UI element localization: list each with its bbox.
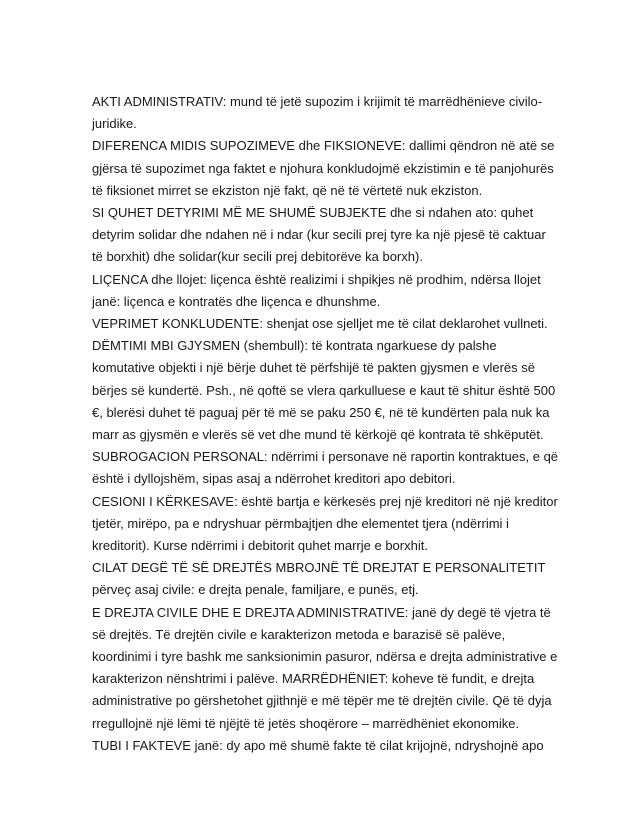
text-line: CESIONI I KËRKESAVE: është bartja e kërkesës prej një kreditori në një kreditor [92, 493, 558, 509]
text-line: janë: liçenca e kontratës dhe liçenca e dhunshme. [92, 293, 381, 309]
text-line: €, blerësi duhet të paguaj për të më se paku 250 €, në të kundërten pala nuk ka [92, 404, 550, 420]
text-line: E DREJTA CIVILE DHE E DREJTA ADMINISTRATIVE: janë dy degë të vjetra të [92, 604, 551, 620]
text-line: tjetër, mirëpo, pa e ndryshuar përmbajtjen dhe elementet tjera (ndërrimi i [92, 515, 509, 531]
text-line: përveç asaj civile: e drejta penale, familjare, e punës, etj. [92, 582, 419, 598]
text-line: LIÇENCA dhe llojet: liçenca është realizimi i shpikjes në prodhim, ndërsa llojet [92, 271, 541, 287]
text-line: DIFERENCA MIDIS SUPOZIMEVE dhe FIKSIONEVE: dallimi qëndron në atë se [92, 138, 555, 154]
text-line: gjërsa të supozimet nga faktet e njohura konkludojmë ekzistimin e të panjohurës [92, 160, 554, 176]
document-body [92, 91, 562, 757]
text-line: marr as gjysmën e vlerës së vet dhe mund të kërkojë që kontrata të shkëputët. [92, 427, 544, 443]
text-line: rregullojnë një lëmi të njëjtë të jetës shoqërore – marrëdhëniet ekonomike. [92, 715, 520, 731]
text-line: administrative po gërshetohet gjithnjë e më tëpër me të drejtën civile. Që të dyja [92, 693, 552, 709]
text-line: juridike. [92, 116, 137, 132]
text-line: AKTI ADMINISTRATIV: mund të jetë supozim i krijimit të marrëdhënieve civilo- [92, 94, 543, 109]
text-line: të fiksionet mirret se ekziston një fakt, që në të vërtetë nuk ekziston. [92, 182, 483, 198]
text-line: SUBROGACION PERSONAL: ndërrimi i personave në raportin kontraktues, e që [92, 449, 559, 465]
text-line: DËMTIMI MBI GJYSMEN (shembull): të kontrata ngarkuese dy palshe [92, 338, 497, 354]
text-line: së drejtës. Të drejtën civile e karakterizon metoda e barazisë së palëve, [92, 626, 506, 642]
text-line: SI QUHET DETYRIMI MË ME SHUMË SUBJEKTE dhe si ndahen ato: quhet [92, 205, 534, 221]
text-line: është i dyllojshëm, sipas asaj a ndërrohet kreditori apo debitori. [92, 471, 456, 487]
text-line: komutative objekti i një bërje duhet të përfshijë të pakten gjysmen e vlerës së [92, 360, 535, 376]
text-line: CILAT DEGË TË SË DREJTËS MBROJNË TË DREJTAT E PERSONALITETIT [92, 560, 546, 576]
text-line: TUBI I FAKTEVE janë: dy apo më shumë fakte të cilat krijojnë, ndryshojnë apo [92, 737, 544, 753]
text-line: bërjes së kundertë. Psh., në qoftë se vlera qarkulluese e kaut të shitur është 500 [92, 382, 556, 398]
text-line: kreditorit). Kurse ndërrimi i debitorit quhet marrje e borxhit. [92, 538, 428, 554]
text-line: karakterizon nënshtrimi i palëve. MARRËDHËNIET: koheve të fundit, e drejta [92, 671, 535, 687]
text-line: VEPRIMET KONKLUDENTE: shenjat ose sjelljet me të cilat deklarohet vullneti. [92, 316, 548, 332]
text-line: të borxhit) dhe solidar(kur secili prej debitorëve ka borxh). [92, 249, 423, 265]
text-line: detyrim solidar dhe ndahen në i ndar (kur secili prej tyre ka një pjesë të caktuar [92, 227, 546, 243]
text-line: koordinimi i tyre bashk me sanksionimin pasuror, ndërsa e drejta administrative e [92, 649, 558, 665]
